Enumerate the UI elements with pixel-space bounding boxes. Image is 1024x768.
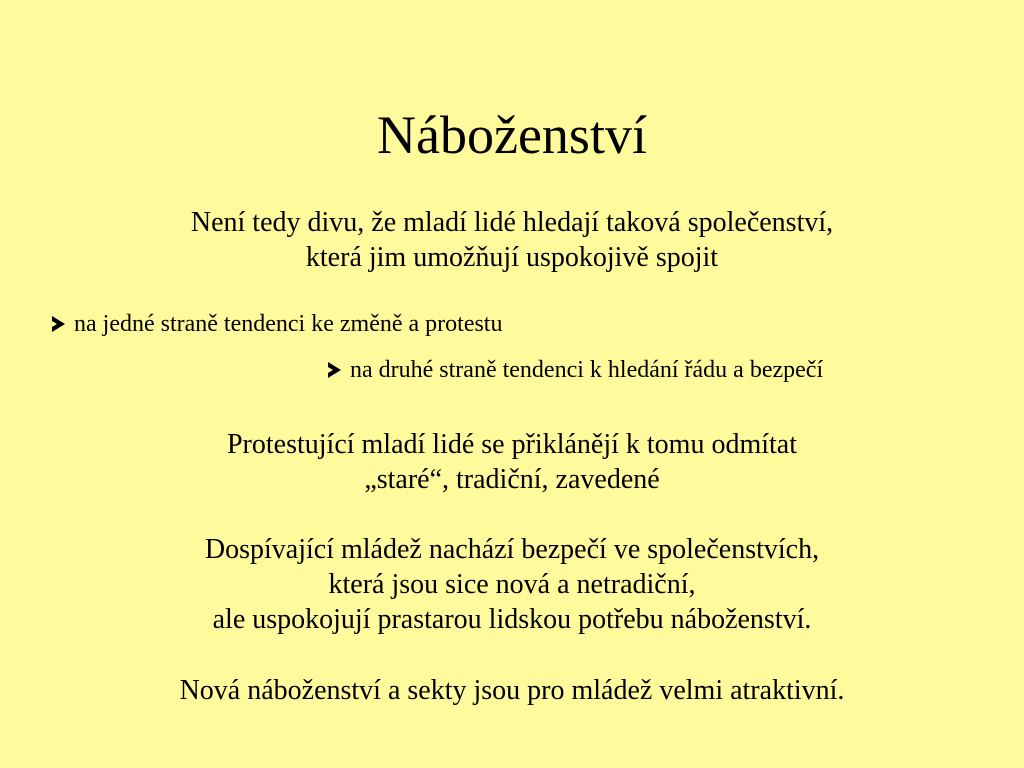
protest-paragraph — [0, 427, 1024, 497]
protest-line-1: Protestující mladí lidé se přiklánějí k tomu odmítat — [226, 429, 798, 460]
bullet-text: na jedné straně tendenci ke změně a protestu — [74, 311, 503, 337]
safety-line-1: Dospívající mládež nachází bezpečí ve společenstvích, — [204, 534, 820, 565]
intro-paragraph — [0, 205, 1024, 275]
safety-line-3: ale uspokojují prastarou lidskou potřebu náboženství. — [212, 604, 812, 635]
arrow-bullet-icon — [328, 362, 341, 378]
bullet-item-order-safety — [328, 354, 823, 386]
intro-line-1: Není tedy divu, že mladí lidé hledají taková společenství, — [190, 207, 834, 238]
slide-title: Náboženství — [377, 105, 647, 165]
bullet-item-change-protest — [52, 308, 502, 340]
intro-line-2: která jim umožňují uspokojivě spojit — [305, 242, 719, 273]
protest-line-2: „staré“, tradiční, zavedené — [364, 464, 660, 495]
safety-paragraph — [0, 532, 1024, 637]
safety-line-2: která jsou sice nová a netradiční, — [328, 569, 696, 600]
bullet-text: na druhé straně tendenci k hledání řádu a bezpečí — [350, 357, 824, 383]
conclusion-paragraph — [0, 673, 1024, 708]
conclusion-line-1: Nová náboženství a sekty jsou pro mládež velmi atraktivní. — [179, 675, 845, 706]
arrow-bullet-icon — [52, 316, 65, 332]
